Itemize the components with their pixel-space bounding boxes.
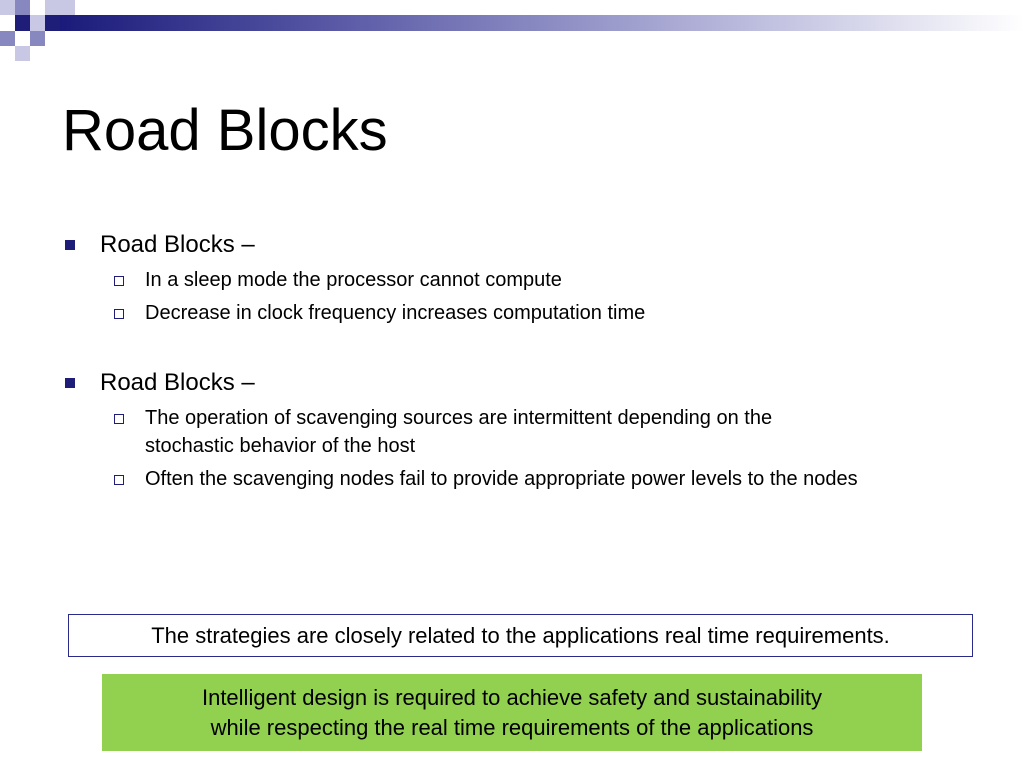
decor-square — [60, 0, 75, 15]
hollow-square-bullet-icon — [114, 475, 124, 485]
decor-square — [0, 0, 15, 15]
bullet-level2 — [62, 404, 865, 460]
sub-bullet-list — [62, 266, 982, 327]
decor-square — [30, 31, 45, 46]
header-gradient-bar — [60, 15, 1024, 31]
bullet-list — [62, 228, 982, 498]
bullet-text: Decrease in clock frequency increases computation time — [145, 302, 646, 324]
decor-square — [45, 0, 60, 15]
callout-outline-text: The strategies are closely related to the applications real time requirements. — [151, 622, 890, 648]
decor-square — [15, 0, 30, 15]
slide-title: Road Blocks — [62, 98, 388, 163]
decor-square — [45, 15, 60, 31]
decor-square — [30, 15, 45, 31]
bullet-heading: Road Blocks – — [100, 369, 255, 396]
hollow-square-bullet-icon — [114, 276, 124, 286]
decor-square — [15, 46, 30, 61]
square-bullet-icon — [65, 240, 75, 250]
bullet-heading: Road Blocks – — [100, 231, 255, 258]
callout-green-line1: Intelligent design is required to achieve safety and sustainability — [201, 684, 823, 710]
bullet-level2 — [62, 465, 982, 493]
bullet-level1 — [62, 228, 982, 262]
callout-outline-box — [68, 614, 973, 657]
bullet-text: Often the scavenging nodes fail to provide appropriate power levels to the nodes — [145, 468, 858, 490]
callout-green-line2: while respecting the real time requirements of the applications — [210, 714, 814, 740]
hollow-square-bullet-icon — [114, 414, 124, 424]
bullet-level1 — [62, 366, 982, 400]
decor-square — [0, 31, 15, 46]
decor-square — [15, 15, 30, 31]
hollow-square-bullet-icon — [114, 309, 124, 319]
bullet-level2 — [62, 299, 982, 327]
callout-green-box — [102, 674, 922, 751]
bullet-text: The operation of scavenging sources are intermittent depending on the stochastic behavior of the host — [145, 407, 773, 457]
sub-bullet-list — [62, 404, 982, 493]
bullet-text: In a sleep mode the processor cannot compute — [145, 269, 562, 291]
bullet-level2 — [62, 266, 982, 294]
square-bullet-icon — [65, 378, 75, 388]
